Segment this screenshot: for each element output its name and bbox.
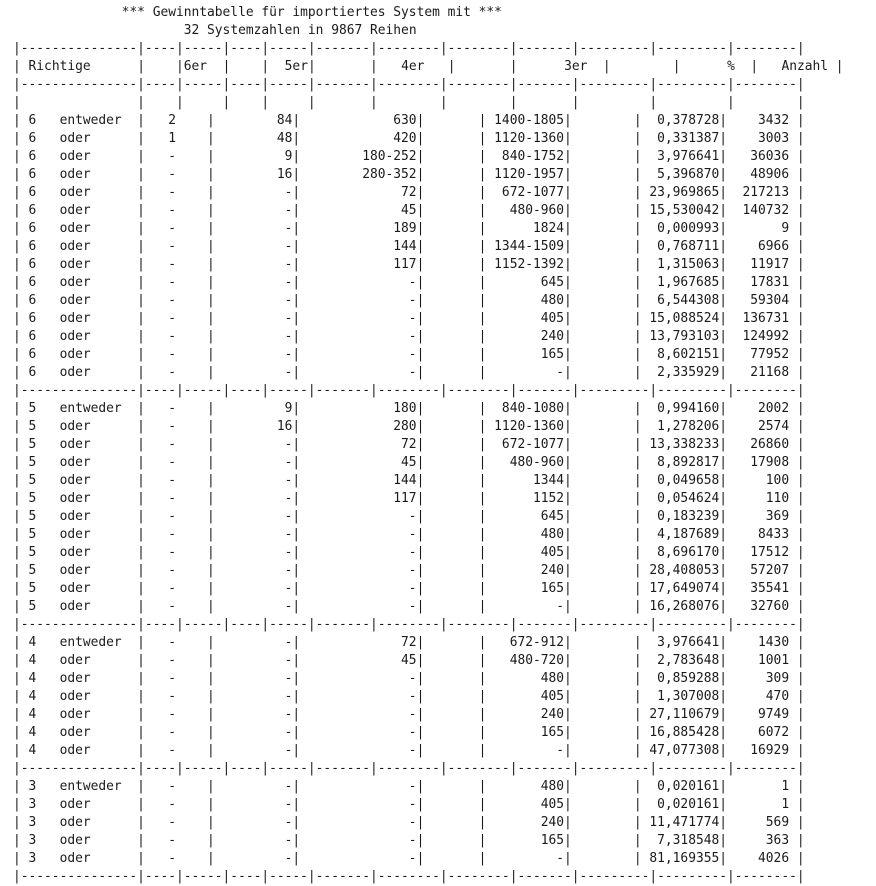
header-4er: 4er — [401, 59, 425, 74]
table-row: | 4 oder | - | -| -| | 240| | 27,110679| 9749 | — [13, 707, 805, 722]
header-percent: % — [727, 59, 735, 74]
table-row: | 3 oder | - | -| -| | 165| | 7,318548| 363 | — [13, 833, 805, 848]
table-row: | 6 oder | - | -| -| | 165| | 8,602151| 77952 | — [13, 347, 805, 362]
table-row: | 6 entweder | 2 | 84| 630| | 1400-1805| | 0,378728| 3432 | — [13, 113, 805, 128]
table-row: | 6 oder | - | -| -| | 645| | 1,967685| 17831 | — [13, 275, 805, 290]
table-row: | 3 entweder | - | -| -| | 480| | 0,020161| 1 | — [13, 779, 805, 794]
table-row: | 3 oder | - | -| -| | 240| | 11,471774| 569 | — [13, 815, 805, 830]
table-row: | 5 oder | - | 16| 280| | 1120-1360| | 1,278206| 2574 | — [13, 419, 805, 434]
table-subtitle: 32 Systemzahlen in 9867 Reihen — [183, 23, 417, 38]
header-6er: 6er — [183, 59, 208, 74]
header-row: | Richtige | |6er | | 5er| | 4er | | 3er | | % | Anzahl | — [13, 59, 844, 74]
table-row: | 6 oder | - | -| 144| | 1344-1509| | 0,768711| 6966 | — [13, 239, 805, 254]
table-row: | 6 oder | - | -| 72| | 672-1077| | 23,969865| 217213 | — [13, 185, 805, 200]
table-row: | 6 oder | - | -| -| | 480| | 6,544308| 59304 | — [13, 293, 805, 308]
group-separator: |---------------|----|-----|----|-----|-------|--------|--------|-------|---------|---------|--------| — [13, 383, 805, 398]
table-row: | 4 oder | - | -| 45| | 480-720| | 2,783648| 1001 | — [13, 653, 805, 668]
table-row: | 5 oder | - | -| 144| | 1344| | 0,049658| 100 | — [13, 473, 805, 488]
table-row: | 5 oder | - | -| -| | -| | 16,268076| 32760 | — [13, 599, 805, 614]
header-3er: 3er — [564, 59, 588, 74]
spacer-line: | | | | | | | | | | | | | — [13, 95, 805, 110]
header-richtige: Richtige — [28, 59, 91, 74]
table-row: | 5 oder | - | -| -| | 240| | 28,408053| 57207 | — [13, 563, 805, 578]
header-5er: 5er — [284, 59, 308, 74]
table-row: | 5 entweder | - | 9| 180| | 840-1080| | 0,994160| 2002 | — [13, 401, 805, 416]
table-row: | 6 oder | - | 16| 280-352| | 1120-1957| | 5,396870| 48906 | — [13, 167, 805, 182]
table-row: | 5 oder | - | -| 117| | 1152| | 0,054624| 110 | — [13, 491, 805, 506]
table-row: | 4 oder | - | -| -| | 405| | 1,307008| 470 | — [13, 689, 805, 704]
table-row: | 5 oder | - | -| -| | 480| | 4,187689| 8433 | — [13, 527, 805, 542]
table-title: *** Gewinntabelle für importiertes System mit *** — [121, 5, 502, 20]
table-row: | 6 oder | - | -| 189| | 1824| | 0,000993| 9 | — [13, 221, 805, 236]
table-row: | 5 oder | - | -| 72| | 672-1077| | 13,338233| 26860 | — [13, 437, 805, 452]
table-row: | 6 oder | - | -| 45| | 480-960| | 15,530042| 140732 | — [13, 203, 805, 218]
table-row: | 5 oder | - | -| -| | 405| | 8,696170| 17512 | — [13, 545, 805, 560]
table-row: | 5 oder | - | -| -| | 165| | 17,649074| 35541 | — [13, 581, 805, 596]
table-row: | 4 oder | - | -| -| | 165| | 16,885428| 6072 | — [13, 725, 805, 740]
table-row: | 3 oder | - | -| -| | -| | 81,169355| 4026 | — [13, 851, 805, 866]
separator-line: |---------------|----|-----|----|-----|-------|--------|--------|-------|---------|---------|--------| — [13, 77, 805, 92]
separator-line: |---------------|----|-----|----|-----|-------|--------|--------|-------|---------|---------|--------| — [13, 41, 805, 56]
table-row: | 6 oder | - | -| 117| | 1152-1392| | 1,315063| 11917 | — [13, 257, 805, 272]
header-anzahl: Anzahl — [781, 59, 829, 74]
table-row: | 5 oder | - | -| 45| | 480-960| | 8,892817| 17908 | — [13, 455, 805, 470]
table-row: | 6 oder | - | 9| 180-252| | 840-1752| | 3,976641| 36036 | — [13, 149, 805, 164]
group-separator: |---------------|----|-----|----|-----|-------|--------|--------|-------|---------|---------|--------| — [13, 617, 805, 632]
table-row: | 4 entweder | - | -| 72| | 672-912| | 3,976641| 1430 | — [13, 635, 805, 650]
title-line-1 — [13, 4, 876, 22]
table-body — [13, 94, 876, 886]
title-line-2 — [13, 22, 876, 40]
table-row: | 6 oder | - | -| -| | 240| | 13,793103| 124992 | — [13, 329, 805, 344]
group-separator: |---------------|----|-----|----|-----|-------|--------|--------|-------|---------|---------|--------| — [13, 869, 805, 884]
table-row: | 4 oder | - | -| -| | -| | 47,077308| 16929 | — [13, 743, 805, 758]
group-separator: |---------------|----|-----|----|-----|-------|--------|--------|-------|---------|---------|--------| — [13, 761, 805, 776]
table-row: | 5 oder | - | -| -| | 645| | 0,183239| 369 | — [13, 509, 805, 524]
table-row: | 6 oder | - | -| -| | -| | 2,335929| 21168 | — [13, 365, 805, 380]
table-row: | 6 oder | - | -| -| | 405| | 15,088524| 136731 | — [13, 311, 805, 326]
table-row: | 4 oder | - | -| -| | 480| | 0,859288| 309 | — [13, 671, 805, 686]
table-row: | 6 oder | 1 | 48| 420| | 1120-1360| | 0,331387| 3003 | — [13, 131, 805, 146]
table-row: | 3 oder | - | -| -| | 405| | 0,020161| 1 | — [13, 797, 805, 812]
